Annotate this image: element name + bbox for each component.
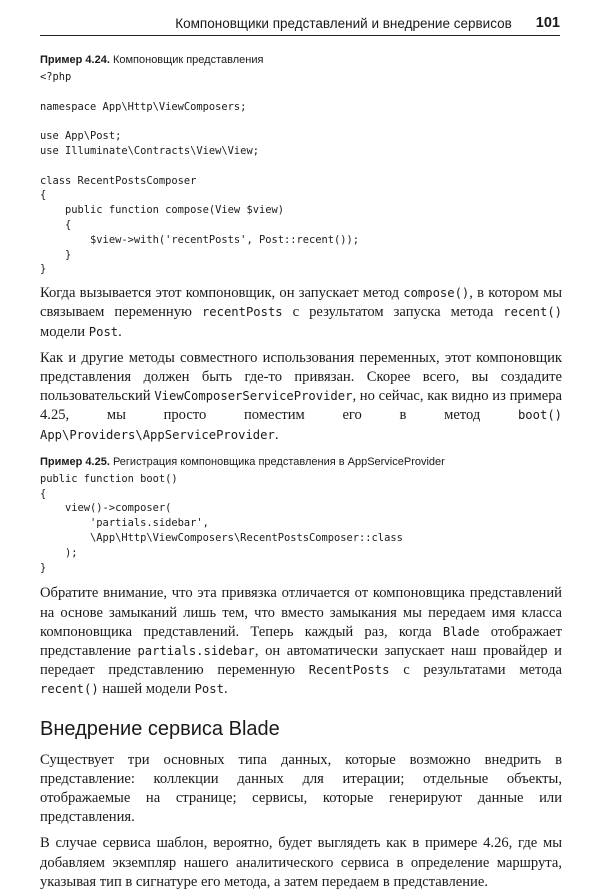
text: Как и другие методы совместного использования переменных, этот компоновщик представления должен быть где-то привязан. Скорее всего, вы создадите пользовательский [40,349,562,405]
text: модели [40,323,89,340]
inline-code: Blade [442,624,480,639]
text: с результатом запуска метода [282,304,504,321]
inline-code: recent() [40,682,99,697]
example-title: Компоновщик представления [112,54,264,66]
inline-code: recent() [503,305,562,320]
example-title: Регистрация компоновщика представления в AppServiceProvider [112,455,445,468]
text: . [223,681,228,698]
paragraph-composer-call [40,284,562,342]
running-title: Компоновщики представлений и внедрение сервисов [175,16,512,31]
text: , он автоматически запускает наш провайдер и передает представлению переменную [40,642,562,679]
inline-code: boot() [517,408,562,423]
paragraph-data-types: Существует три основных типа данных, которые возможно внедрить в представление: коллекции данных для итерации; отдельные объекты, отображаемые на странице; сервисы, которые генерируют данные или представления. [40,751,562,826]
inline-code: Post [194,682,224,697]
example-label: Пример 4.25. [40,455,110,468]
paragraph-note [40,584,562,699]
text: . [118,323,122,340]
inline-code: RecentPosts [308,663,390,678]
text: , но сейчас, как видно из примера 4.25, мы просто поместим его в метод [40,388,562,424]
example-4-24-caption [40,52,562,68]
text: отображает представление [40,623,562,659]
page-number: 101 [535,15,560,31]
code-listing-4-24: <?php namespace App\Http\ViewComposers; use App\Post; use Illuminate\Contracts\View\View; class RecentPostsComposer { public function compose(View $view) { $view->with('recentPosts', Post::recent()); } } [40,71,360,276]
section-heading: Внедрение сервиса Blade [40,717,280,740]
inline-code: compose() [403,286,470,301]
text: Когда вызывается этот компоновщик, он запускает метод [40,285,404,302]
inline-code: recentPosts [201,305,283,320]
paragraph-service-template: В случае сервиса шаблон, вероятно, будет выглядеть как в примере 4.26, где мы добавляем экземпляр нашего аналитического сервиса в определение маршрута, указывая тип в сигнатуре его метода, а затем передаем в представление. [40,835,562,890]
paragraph-binding [40,349,562,445]
text: , в котором мы связываем переменную [40,285,563,321]
text: Обратите внимание, что эта привязка отличается от компоновщика представлений на основе замыканий лишь тем, что вместо замыкания мы передаем имя класса компоновщика представлений. Теперь каждый раз, когда [40,585,562,640]
page-header [40,13,560,36]
inline-code: ViewComposerServiceProvider [154,389,353,404]
page-content [40,52,562,892]
inline-code: partials.sidebar [137,643,255,658]
code-listing-4-25: public function boot() { view()->composer( 'partials.sidebar', \App\Http\ViewComposers\RecentPostsComposer::class ); } [40,472,403,574]
example-4-25-caption [40,454,562,470]
text: . [274,426,279,443]
text: нашей модели [98,681,195,698]
text: с результатами метода [389,662,562,679]
inline-code: App\Providers\AppServiceProvider [40,427,275,442]
inline-code: Post [88,324,119,339]
example-label: Пример 4.24. [40,54,110,66]
